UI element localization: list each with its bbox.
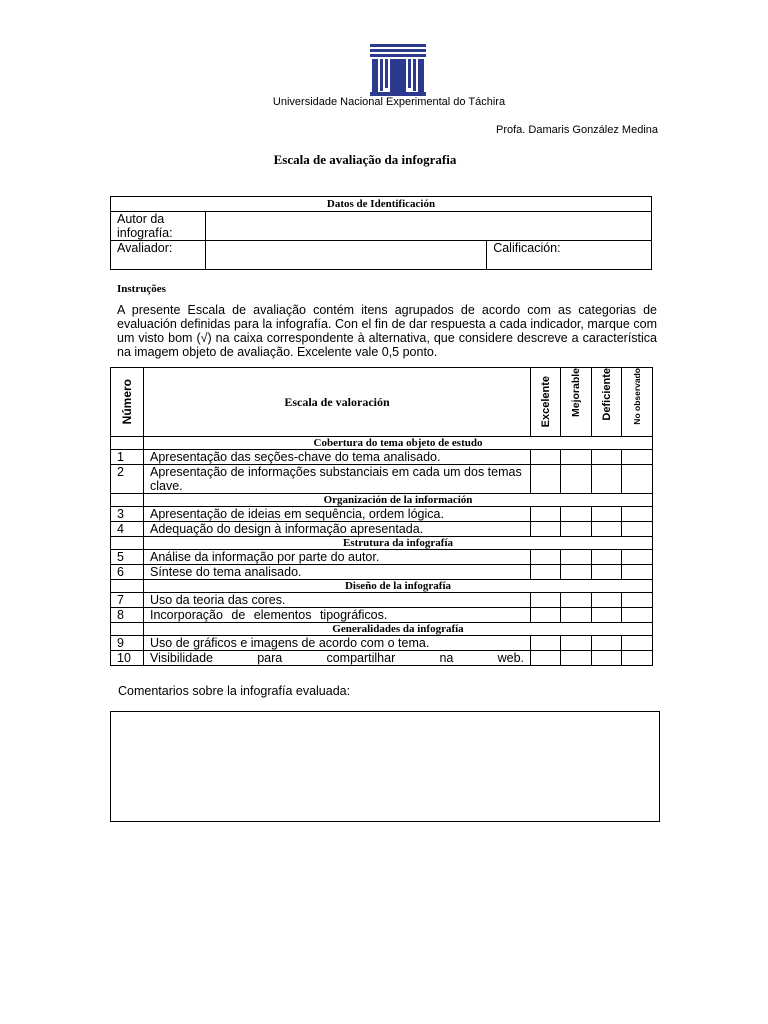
rating-label: Mejorable — [570, 368, 582, 418]
rating-checkbox[interactable] — [592, 522, 622, 537]
criterion-number: 5 — [111, 550, 144, 565]
rating-checkbox[interactable] — [561, 636, 592, 651]
criterion-row — [111, 507, 653, 522]
rating-checkbox[interactable] — [561, 550, 592, 565]
criterion-text: Apresentação de informações substanciais em cada um dos temas clave. — [144, 465, 531, 494]
category-heading: Estrutura da infografía — [144, 537, 653, 550]
criterion-row — [111, 450, 653, 465]
criterion-number: 8 — [111, 608, 144, 623]
criterion-number: 7 — [111, 593, 144, 608]
rating-checkbox[interactable] — [531, 593, 561, 608]
comments-box[interactable] — [110, 711, 660, 822]
identification-table — [110, 196, 652, 270]
rating-checkbox[interactable] — [622, 608, 653, 623]
instructions-body: A presente Escala de avaliação contém itens agrupados de acordo com as categorias de evaluación definidas para la infografía. Con el fin de dar respuesta a cada indicador, marque com um visto bom (√) na caixa correspondente à alternativa, que considere descreve a característica na imagem objeto de avaliação. Excelente vale 0,5 ponto. — [117, 303, 657, 359]
instructions-heading: Instruções — [117, 283, 166, 295]
rating-checkbox[interactable] — [561, 450, 592, 465]
criterion-number: 3 — [111, 507, 144, 522]
rating-checkbox[interactable] — [622, 450, 653, 465]
criterion-text: Incorporação de elementos tipográficos. — [144, 608, 531, 623]
rating-checkbox[interactable] — [561, 465, 592, 494]
rating-label: Deficiente — [600, 368, 613, 421]
scale-header: Escala de valoración — [144, 368, 531, 437]
university-name: Universidade Nacional Experimental do Táchira — [272, 96, 506, 108]
criterion-row — [111, 550, 653, 565]
criterion-row — [111, 636, 653, 651]
rating-checkbox[interactable] — [592, 593, 622, 608]
author-label: Autor da infografía: — [111, 212, 206, 241]
category-row — [111, 580, 653, 593]
university-logo — [370, 44, 426, 96]
rating-checkbox[interactable] — [622, 465, 653, 494]
rating-header-not-observed — [622, 368, 653, 437]
evaluator-label: Avaliador: — [111, 241, 206, 270]
category-row — [111, 623, 653, 636]
criterion-number: 1 — [111, 450, 144, 465]
category-heading: Generalidades da infografía — [144, 623, 653, 636]
criterion-row — [111, 651, 653, 666]
category-number-cell — [111, 580, 144, 593]
rating-label: Excelente — [539, 376, 552, 428]
rating-checkbox[interactable] — [622, 651, 653, 666]
evaluator-field[interactable] — [205, 241, 486, 270]
criterion-row — [111, 522, 653, 537]
rating-checkbox[interactable] — [622, 550, 653, 565]
criterion-number: 2 — [111, 465, 144, 494]
criterion-text: Apresentação de ideias em sequência, ordem lógica. — [144, 507, 531, 522]
criterion-number: 6 — [111, 565, 144, 580]
rating-checkbox[interactable] — [531, 565, 561, 580]
rating-checkbox[interactable] — [561, 651, 592, 666]
category-row — [111, 537, 653, 550]
category-number-cell — [111, 494, 144, 507]
rating-checkbox[interactable] — [531, 450, 561, 465]
criterion-text: Síntese do tema analisado. — [144, 565, 531, 580]
criterion-text: Apresentação das seções-chave do tema analisado. — [144, 450, 531, 465]
criterion-number: 9 — [111, 636, 144, 651]
criterion-text: Uso da teoria das cores. — [144, 593, 531, 608]
rating-checkbox[interactable] — [531, 651, 561, 666]
rating-checkbox[interactable] — [531, 522, 561, 537]
rating-checkbox[interactable] — [561, 565, 592, 580]
rating-checkbox[interactable] — [592, 651, 622, 666]
category-row — [111, 494, 653, 507]
criterion-row — [111, 465, 653, 494]
rating-checkbox[interactable] — [622, 565, 653, 580]
rating-checkbox[interactable] — [622, 507, 653, 522]
criterion-text: Uso de gráficos e imagens de acordo com o tema. — [144, 636, 531, 651]
rating-header-excellent — [531, 368, 561, 437]
rating-checkbox[interactable] — [592, 565, 622, 580]
category-heading: Diseño de la infografía — [144, 580, 653, 593]
rating-label: No observado — [632, 368, 642, 425]
number-header-label: Número — [120, 379, 134, 425]
rating-checkbox[interactable] — [531, 608, 561, 623]
criterion-number: 10 — [111, 651, 144, 666]
rating-checkbox[interactable] — [592, 450, 622, 465]
rating-checkbox[interactable] — [622, 636, 653, 651]
document-title: Escala de avaliação da infografia — [273, 152, 457, 167]
number-header — [111, 368, 144, 437]
grade-label: Calificación: — [493, 241, 561, 255]
rating-header-improvable — [561, 368, 592, 437]
criterion-number: 4 — [111, 522, 144, 537]
rating-checkbox[interactable] — [531, 550, 561, 565]
rating-header-deficient — [592, 368, 622, 437]
comments-label: Comentarios sobre la infografía evaluada: — [118, 684, 351, 698]
rating-checkbox[interactable] — [592, 608, 622, 623]
category-number-cell — [111, 437, 144, 450]
rating-checkbox[interactable] — [561, 593, 592, 608]
category-number-cell — [111, 537, 144, 550]
rating-checkbox[interactable] — [531, 507, 561, 522]
criterion-text: Visibilidade para compartilhar na web. — [144, 651, 531, 666]
rating-checkbox[interactable] — [622, 593, 653, 608]
criterion-text: Adequação do design à informação apresentada. — [144, 522, 531, 537]
criterion-row — [111, 593, 653, 608]
category-heading: Organización de la información — [144, 494, 653, 507]
evaluation-scale-table — [110, 367, 653, 666]
rating-checkbox[interactable] — [592, 550, 622, 565]
criterion-row — [111, 565, 653, 580]
criterion-text: Análise da informação por parte do autor. — [144, 550, 531, 565]
rating-checkbox[interactable] — [531, 465, 561, 494]
category-number-cell — [111, 623, 144, 636]
rating-checkbox[interactable] — [531, 636, 561, 651]
rating-checkbox[interactable] — [592, 507, 622, 522]
grade-field[interactable] — [487, 241, 652, 270]
category-row — [111, 437, 653, 450]
rating-checkbox[interactable] — [561, 507, 592, 522]
rating-checkbox[interactable] — [561, 608, 592, 623]
professor-name: Profa. Damaris González Medina — [495, 124, 658, 136]
author-field[interactable] — [205, 212, 651, 241]
identification-heading: Datos de Identificación — [111, 197, 652, 212]
rating-checkbox[interactable] — [622, 522, 653, 537]
rating-checkbox[interactable] — [592, 636, 622, 651]
criterion-row — [111, 608, 653, 623]
category-heading: Cobertura do tema objeto de estudo — [144, 437, 653, 450]
rating-checkbox[interactable] — [561, 522, 592, 537]
rating-checkbox[interactable] — [592, 465, 622, 494]
